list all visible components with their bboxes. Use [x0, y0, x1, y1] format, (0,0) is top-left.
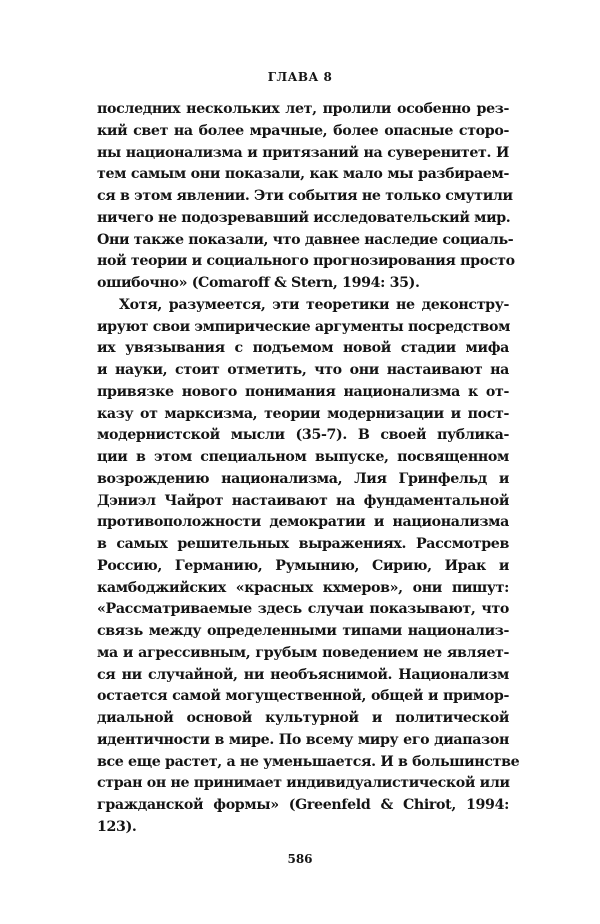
text-line: ся ни случайной, ни необъяснимой. Национализм: [97, 666, 509, 683]
text-line: идентичности в мире. По всему миру его диапазон: [97, 731, 509, 748]
text-line: ничего не подозревавший исследовательский мир.: [97, 209, 511, 226]
text-line: их увязывания с подъемом новой стадии мифа: [97, 340, 509, 357]
text-line: остается самой могущественной, общей и примор-: [97, 688, 509, 705]
text-line: казу от марксизма, теории модернизации и пост-: [97, 405, 509, 422]
text-line: Россию, Германию, Румынию, Сирию, Ирак и: [97, 557, 509, 574]
paragraph-1: [97, 99, 515, 295]
paragraph-2: [97, 295, 520, 839]
text-line: 123).: [97, 818, 137, 835]
running-header: ГЛАВА 8: [267, 70, 333, 84]
text-line: в самых решительных выражениях. Рассмотрев: [97, 536, 509, 552]
body-text: [97, 99, 520, 839]
text-line: модернистской мысли (35-7). В своей публика-: [97, 427, 509, 444]
text-line: ошибочно» (Comaroff & Stern, 1994: 35).: [97, 275, 420, 291]
text-line: ируют свои эмпирические аргументы посредством: [97, 318, 511, 335]
text-line: возрождению национализма, Лия Гринфельд и: [97, 470, 509, 487]
text-line: ной теории и социального прогнозирования просто: [97, 253, 515, 270]
text-line: «Рассматриваемые здесь случаи показывают, что: [97, 601, 509, 618]
text-line: Дэниэл Чайрот настаивают на фундаментальной: [97, 492, 509, 509]
text-line: диальной основой культурной и политической: [97, 710, 509, 726]
text-line: связь между определенными типами национализ-: [97, 623, 509, 639]
text-line: стран он не принимает индивидуалистической или: [97, 775, 510, 792]
text-line: Хотя, разумеется, эти теоретики не деконстру-: [119, 296, 509, 313]
text-line: Они также показали, что давнее наследие социаль-: [97, 231, 514, 248]
text-line: кий свет на более мрачные, более опасные сторо-: [97, 122, 509, 139]
text-line: ма и агрессивным, грубым поведением не являет-: [97, 644, 509, 661]
text-line: и науки, стоит отметить, что они настаивают на: [97, 362, 509, 378]
text-line: тем самым они показали, как мало мы разбираем-: [97, 166, 509, 183]
text-line: противоположности демократии и национализма: [97, 514, 509, 531]
page-number: 586: [287, 852, 313, 866]
text-line: последних нескольких лет, пролили особенно рез-: [97, 101, 509, 117]
text-line: ны национализма и притязаний на суверенитет. И: [97, 144, 509, 161]
text-line: камбоджийских «красных кхмеров», они пишут:: [97, 579, 509, 596]
text-line: ции в этом специальном выпуске, посвященном: [97, 449, 509, 465]
text-line: привязке нового понимания национализма к от-: [97, 383, 509, 400]
text-line: ся в этом явлении. Эти события не только смутили: [97, 188, 513, 204]
text-line: все еще растет, а не уменьшается. И в большинстве: [97, 753, 520, 770]
text-line: гражданской формы» (Greenfeld & Chirot, 1994:: [97, 797, 509, 813]
